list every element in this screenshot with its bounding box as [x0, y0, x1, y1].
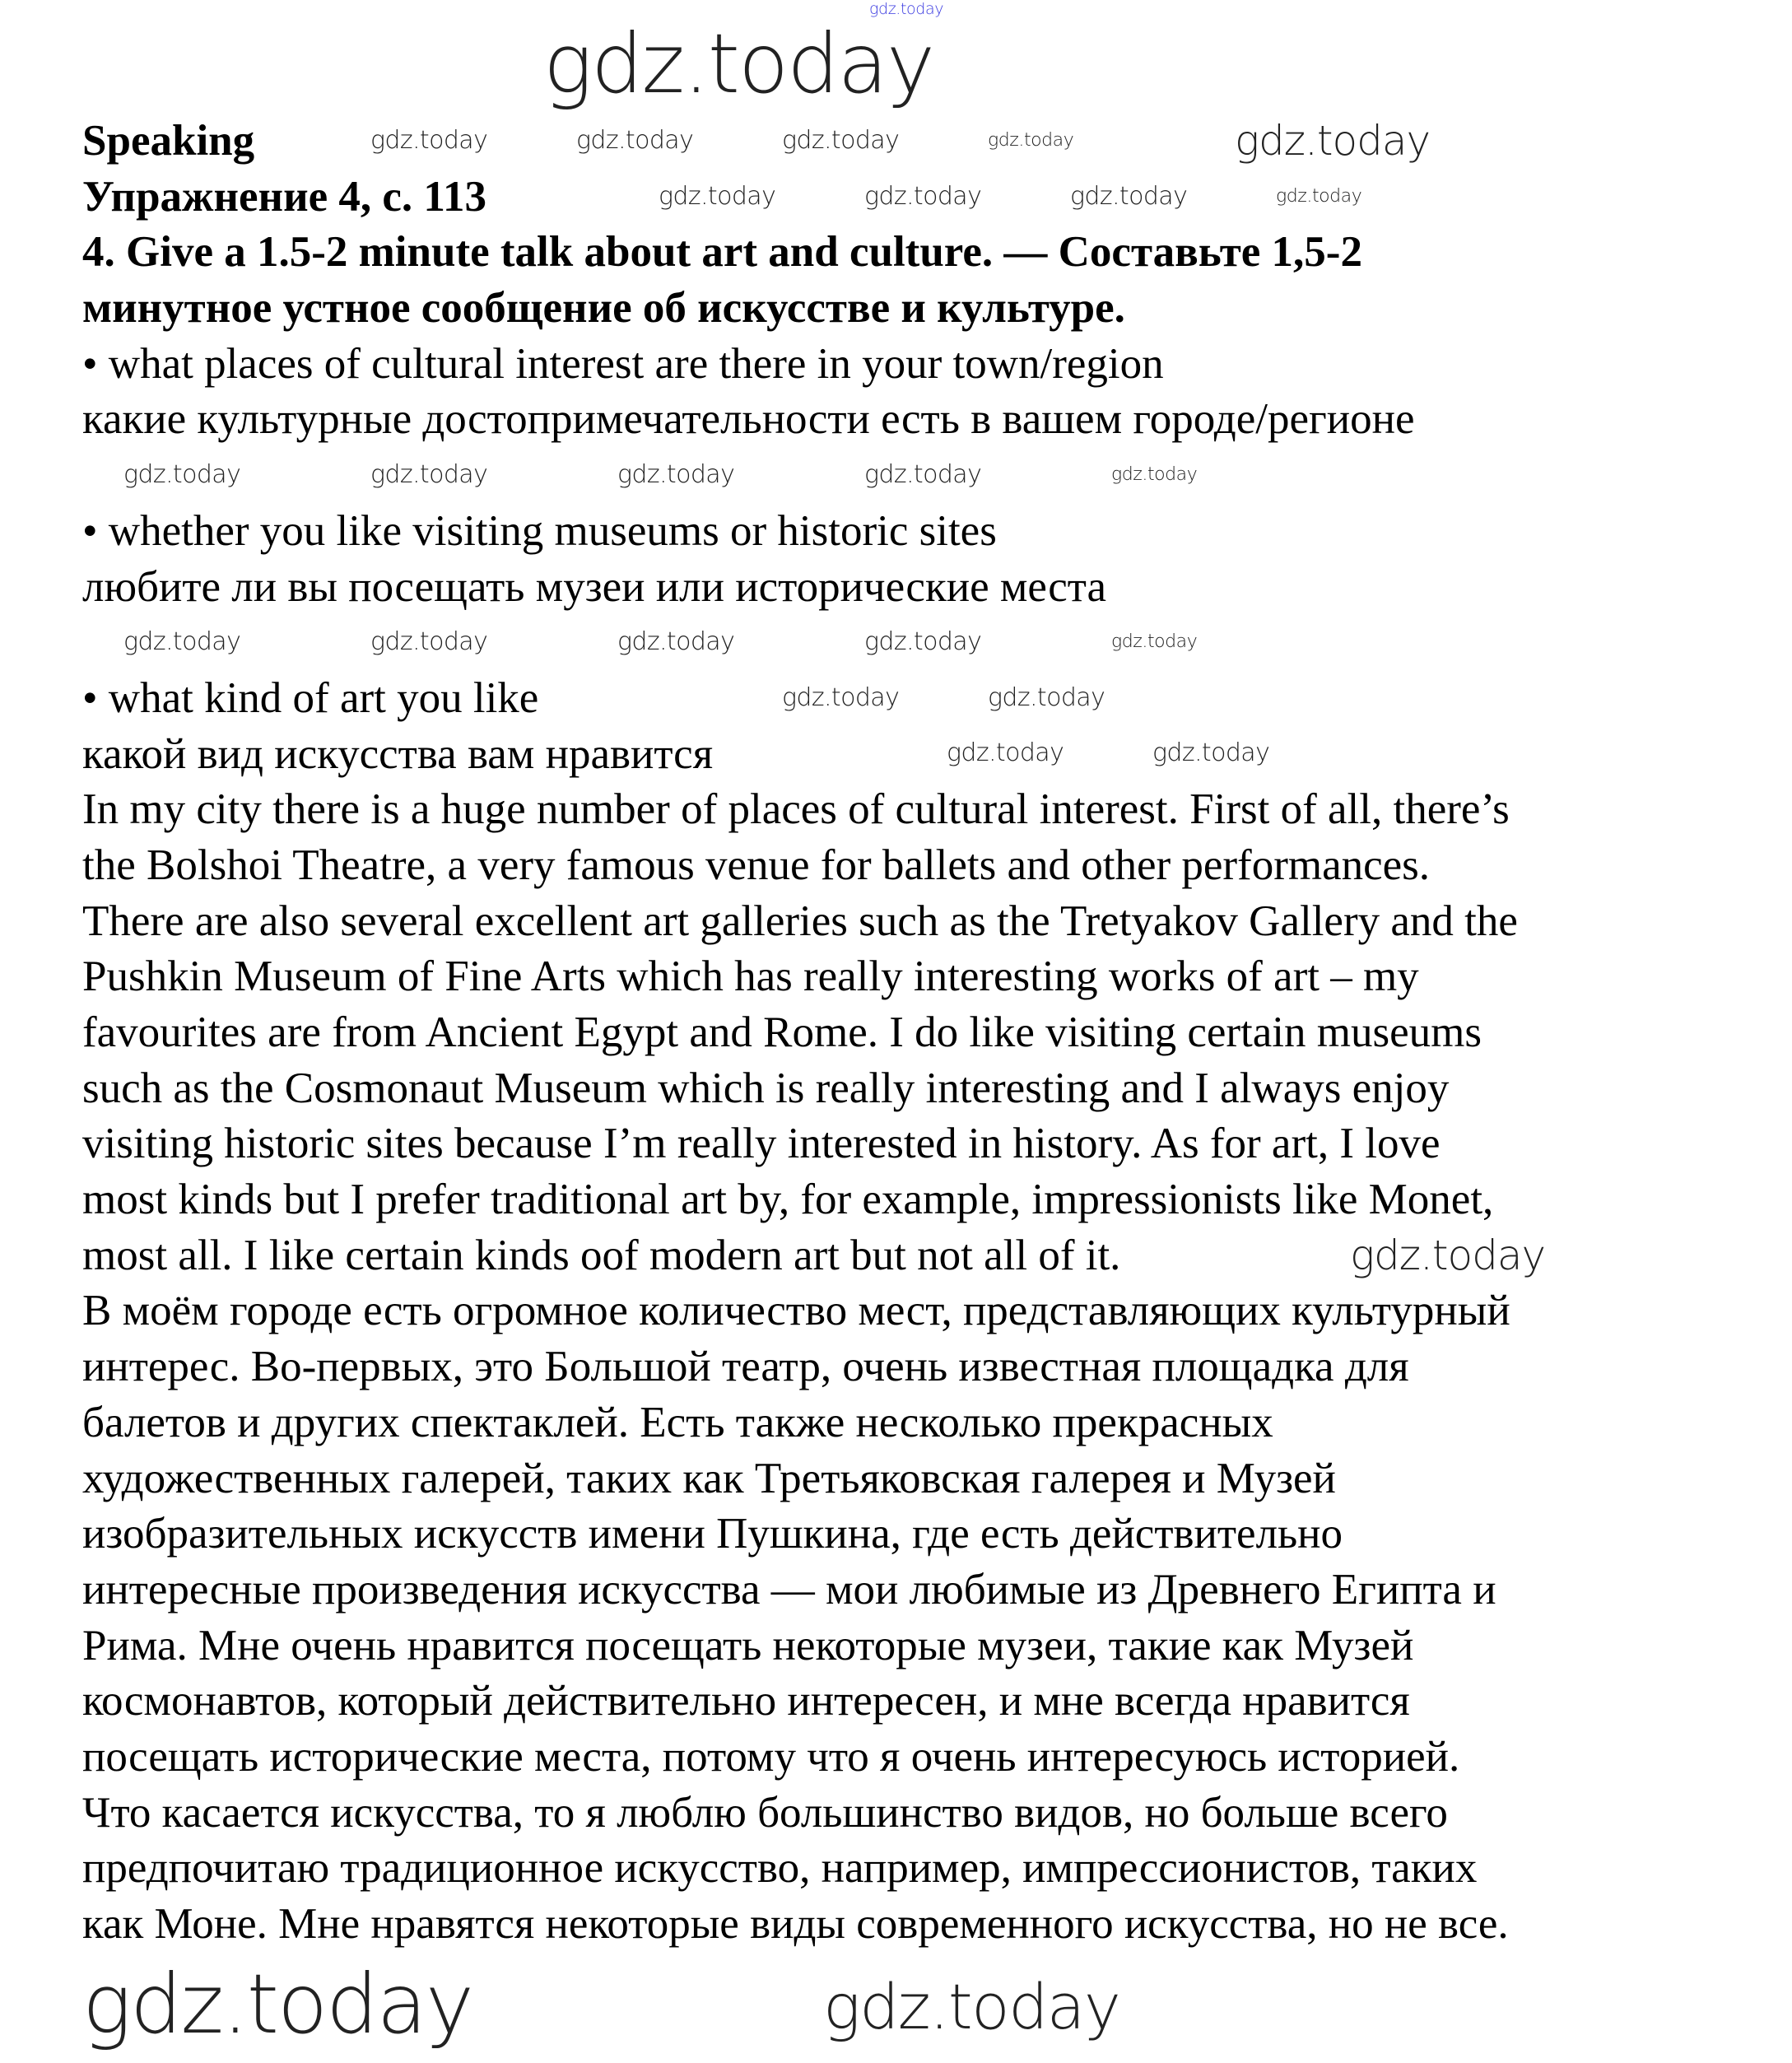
task-english: 4. Give a 1.5-2 minute talk about art and culture. — Составьте 1,5-2: [82, 228, 1362, 277]
answer-en-line: most kinds but I prefer traditional art by, for example, impressionists like Monet,: [82, 1176, 1494, 1224]
watermark: gdz.today: [782, 126, 900, 155]
answer-en-line: visiting historic sites because I’m really interested in history. As for art, I love: [82, 1120, 1441, 1168]
watermark: gdz.today: [370, 627, 488, 656]
watermark: gdz.today: [864, 460, 982, 489]
answer-ru-line: художественных галерей, таких как Третьяковская галерея и Музей: [82, 1454, 1336, 1502]
watermark: gdz.today: [1235, 117, 1431, 165]
watermark: gdz.today: [1350, 1232, 1546, 1279]
answer-en-line: such as the Cosmonaut Museum which is really interesting and I always enjoy: [82, 1064, 1450, 1112]
watermark: gdz.today: [823, 1970, 1120, 2043]
watermark: gdz.today: [864, 627, 982, 656]
answer-en-line: most all. I like certain kinds oof modern art but not all of it.: [82, 1231, 1121, 1279]
answer-en-line: Pushkin Museum of Fine Arts which has really interesting works of art – my: [82, 952, 1419, 1001]
prompt-2-en: • whether you like visiting museums or historic sites: [82, 506, 997, 555]
answer-ru-line: Что касается искусства, то я люблю большинство видов, но больше всего: [82, 1788, 1448, 1837]
answer-ru-line: Рима. Мне очень нравится посещать некоторые музеи, такие как Музей: [82, 1621, 1414, 1669]
answer-en-line: the Bolshoi Theatre, a very famous venue for ballets and other performances.: [82, 841, 1431, 889]
watermark: gdz.today: [947, 738, 1064, 767]
watermark: gdz.today: [1111, 631, 1198, 652]
answer-en-line: There are also several excellent art galleries such as the Tretyakov Gallery and the: [82, 896, 1518, 945]
watermark: gdz.today: [123, 627, 241, 656]
watermark: gdz.today: [1070, 182, 1188, 211]
answer-ru-line: изобразительных искусств имени Пушкина, где есть действительно: [82, 1510, 1343, 1558]
answer-ru-line: В моём городе есть огромное количество мест, представляющих культурный: [82, 1287, 1510, 1335]
watermark: gdz.today: [82, 1956, 473, 2052]
exercise-title: Упражнение 4, с. 113: [82, 172, 487, 221]
answer-ru-line: предпочитаю традиционное искусство, например, импрессионистов, таких: [82, 1844, 1478, 1893]
watermark: gdz.today: [576, 126, 694, 155]
section-title: Speaking: [82, 117, 255, 165]
watermark: gdz.today: [782, 683, 900, 712]
watermark: gdz.today: [370, 460, 488, 489]
answer-en-line: In my city there is a huge number of places of cultural interest. First of all, there’s: [82, 785, 1510, 834]
answer-ru-line: интерес. Во-первых, это Большой театр, очень известная площадка для: [82, 1343, 1409, 1391]
prompt-1-ru: какие культурные достопримечательности есть в вашем городе/регионе: [82, 395, 1415, 444]
prompt-3-ru: какой вид искусства вам нравится: [82, 729, 714, 778]
watermark: gdz.today: [864, 182, 982, 211]
answer-en-line: favourites are from Ancient Egypt and Rome. I do like visiting certain museums: [82, 1008, 1482, 1056]
watermark: gdz.today: [869, 0, 944, 18]
watermark: gdz.today: [1111, 464, 1198, 485]
watermark: gdz.today: [617, 460, 735, 489]
watermark: gdz.today: [123, 460, 241, 489]
watermark: gdz.today: [1276, 186, 1362, 207]
answer-ru-line: интересные произведения искусства — мои любимые из Древнего Египта и: [82, 1565, 1496, 1614]
prompt-2-ru: любите ли вы посещать музеи или исторические места: [82, 562, 1107, 611]
task-russian: минутное устное сообщение об искусстве и культуре.: [82, 284, 1125, 333]
answer-ru-line: балетов и других спектаклей. Есть также несколько прекрасных: [82, 1398, 1273, 1446]
watermark: gdz.today: [370, 126, 488, 155]
answer-ru-line: посещать исторические места, потому что я очень интересуюсь историей.: [82, 1732, 1460, 1781]
answer-ru-line: космонавтов, который действительно интересен, и мне всегда нравится: [82, 1677, 1410, 1725]
watermark: gdz.today: [543, 16, 934, 112]
watermark: gdz.today: [617, 627, 735, 656]
watermark: gdz.today: [659, 182, 776, 211]
document-body: [82, 114, 1729, 1953]
answer-ru-line: как Моне. Мне нравятся некоторые виды современного искусства, но не все.: [82, 1900, 1509, 1948]
watermark: gdz.today: [988, 683, 1105, 712]
watermark: gdz.today: [988, 130, 1074, 151]
watermark: gdz.today: [1152, 738, 1270, 767]
prompt-3-en: • what kind of art you like: [82, 673, 539, 722]
prompt-1-en: • what places of cultural interest are there in your town/region: [82, 339, 1164, 388]
